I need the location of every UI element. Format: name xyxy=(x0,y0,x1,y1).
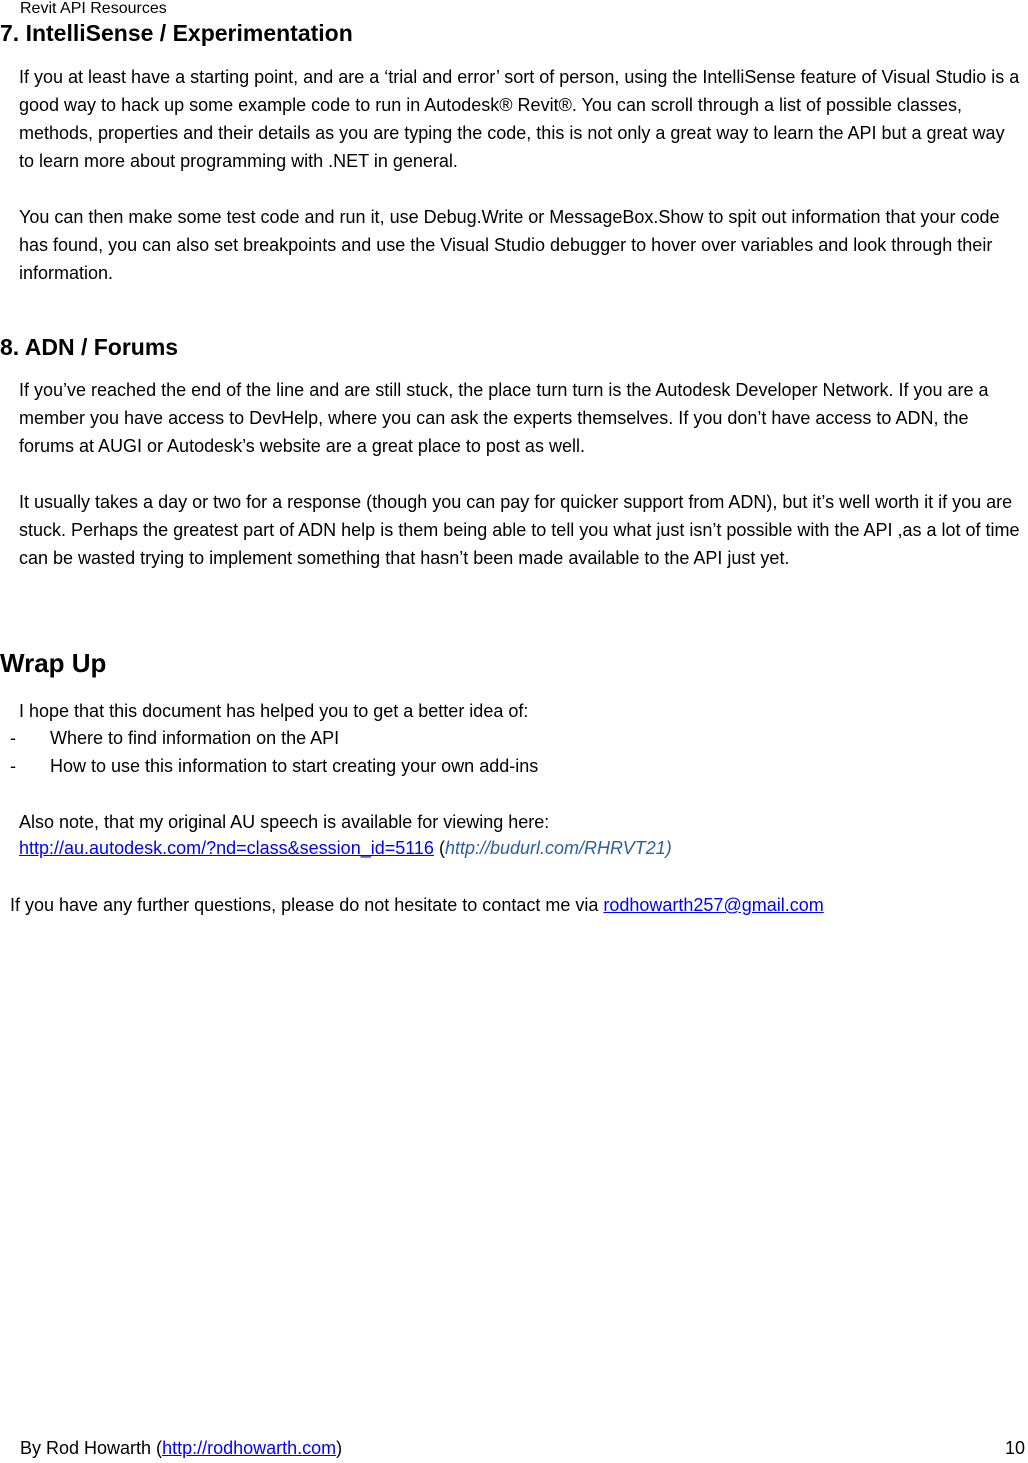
page-footer xyxy=(20,1437,342,1459)
wrap-up-intro: I hope that this document has helped you to get a better idea of: xyxy=(19,701,529,721)
contact-text: If you have any further questions, please do not hesitate to contact me via xyxy=(10,895,604,915)
bullet-marker: - xyxy=(10,728,16,748)
contact-line xyxy=(10,891,824,919)
section-8-body xyxy=(19,376,1024,572)
running-header: Revit API Resources xyxy=(20,0,167,17)
wrap-up-heading: Wrap Up xyxy=(0,648,107,678)
contact-email-link[interactable]: rodhowarth257@gmail.com xyxy=(603,895,824,915)
section-7-heading: 7. IntelliSense / Experimentation xyxy=(0,20,353,46)
bullet-marker: - xyxy=(10,756,16,776)
bullet-item-1: Where to find information on the API xyxy=(50,728,340,748)
bullet-item-2: How to use this information to start creating your own add-ins xyxy=(50,756,539,776)
short-url-text: http://budurl.com/RHRVT21) xyxy=(444,838,672,858)
speech-url-link[interactable]: http://au.autodesk.com/?nd=class&session_id=5116 xyxy=(19,838,434,858)
footer-by-text: By Rod Howarth ( xyxy=(20,1438,163,1458)
speech-link-line xyxy=(19,834,672,862)
footer-close-paren: ) xyxy=(336,1438,343,1458)
section-8-paragraph-1: If you’ve reached the end of the line and are still stuck, the place turn turn is the Autodesk Developer Network. If you are a member you have access to DevHelp, where you can ask the experts themselves. If you don’t have access to ADN, the forums at AUGI or Autodesk’s website are a great place to post as well. xyxy=(19,380,989,456)
short-url-open-paren: ( xyxy=(438,838,445,858)
footer-site-link[interactable]: http://rodhowarth.com xyxy=(162,1438,337,1458)
section-8-heading: 8. ADN / Forums xyxy=(0,334,179,360)
section-7-paragraph-2: You can then make some test code and run it, use Debug.Write or MessageBox.Show to spit out information that your code has found, you can also set breakpoints and use the Visual Studio debugger to hover over variables and look through their information. xyxy=(19,207,1000,283)
section-8-paragraph-2: It usually takes a day or two for a response (though you can pay for quicker support from ADN), but it’s well worth it if you are stuck. Perhaps the greatest part of ADN help is them being able to tell you what just isn’t possible with the API ,as a lot of time can be wasted trying to implement something that hasn’t been made available to the API just yet. xyxy=(19,492,1020,568)
speech-note: Also note, that my original AU speech is available for viewing here: xyxy=(19,812,550,832)
section-7-body xyxy=(19,63,1024,287)
section-7-paragraph-1: If you at least have a starting point, and are a ‘trial and error’ sort of person, using the IntelliSense feature of Visual Studio is a good way to hack up some example code to run in Autodesk® Revit®. You can scroll through a list of possible classes, methods, properties and their details as you are typing the code, this is not only a great way to learn the API but a great way to learn more about programming with .NET in general. xyxy=(19,67,1020,171)
page-number: 10 xyxy=(1004,1438,1025,1458)
